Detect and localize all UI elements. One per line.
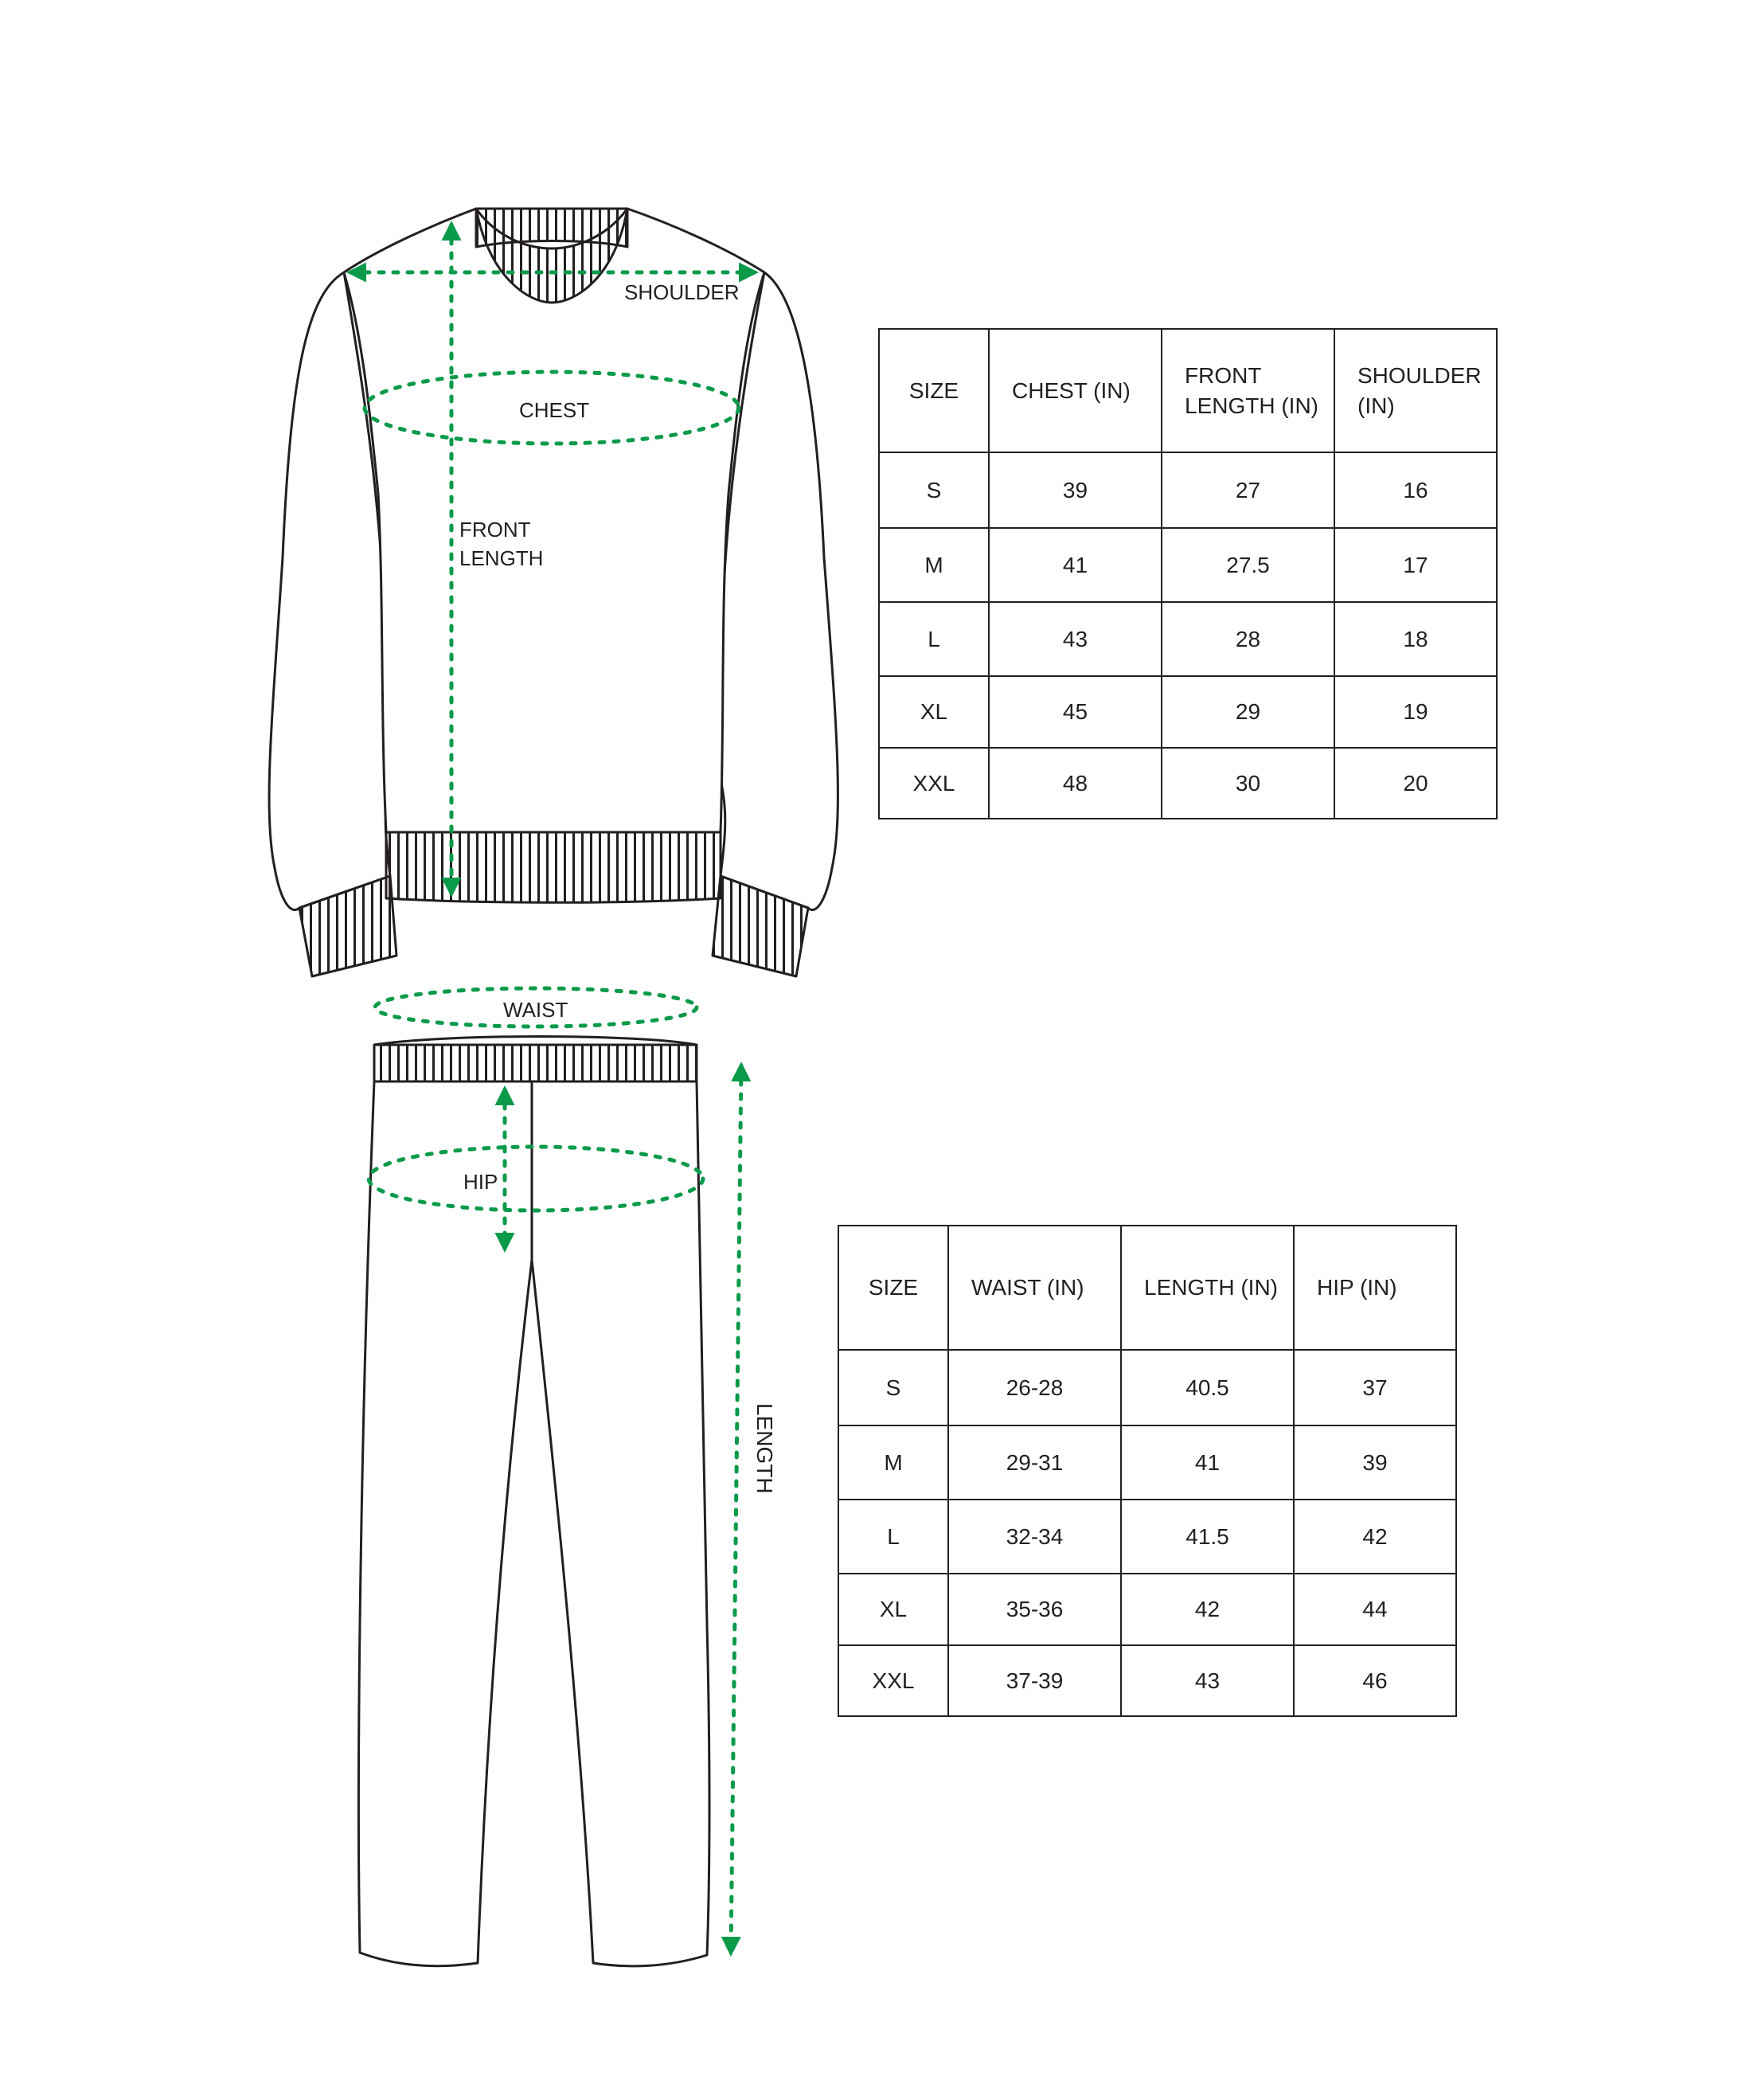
table-cell: 35-36 <box>948 1574 1121 1645</box>
table-cell: 48 <box>989 748 1162 819</box>
front-length-label: FRONT LENGTH <box>459 518 544 570</box>
table-cell: 45 <box>989 676 1162 748</box>
header-cell: HIP (IN) <box>1294 1226 1456 1350</box>
table-cell: 27.5 <box>1162 528 1334 602</box>
table-cell: S <box>879 452 989 528</box>
table-row <box>879 748 1497 819</box>
header-cell: CHEST (IN) <box>989 329 1162 452</box>
table-row <box>838 1574 1456 1645</box>
table-cell: XXL <box>879 748 989 819</box>
table-row <box>838 1425 1456 1500</box>
header-cell: FRONT LENGTH (IN) <box>1162 329 1334 452</box>
header-cell: SIZE <box>879 329 989 452</box>
table-cell: 46 <box>1294 1645 1456 1716</box>
table-cell: 43 <box>989 602 1162 676</box>
table-cell: S <box>838 1350 948 1425</box>
table-cell: 27 <box>1162 452 1334 528</box>
bottom-table-header-row <box>838 1226 1456 1350</box>
table-cell: 16 <box>1334 452 1497 528</box>
table-cell: 42 <box>1294 1500 1456 1574</box>
table-cell: 41 <box>1121 1425 1294 1500</box>
pants-drawing <box>359 1037 710 1966</box>
table-cell: L <box>838 1500 948 1574</box>
chest-label: CHEST <box>519 398 590 422</box>
table-cell: 28 <box>1162 602 1334 676</box>
header-cell: SHOULDER (IN) <box>1334 329 1497 452</box>
table-cell: M <box>838 1425 948 1500</box>
table-cell: 19 <box>1334 676 1497 748</box>
table-cell: 37 <box>1294 1350 1456 1425</box>
table-cell: 42 <box>1121 1574 1294 1645</box>
table-cell: 44 <box>1294 1574 1456 1645</box>
top-table-header-row <box>879 329 1497 452</box>
table-cell: 32-34 <box>948 1500 1121 1574</box>
table-cell: 41.5 <box>1121 1500 1294 1574</box>
table-cell: XXL <box>838 1645 948 1716</box>
table-cell: 41 <box>989 528 1162 602</box>
table-cell: 40.5 <box>1121 1350 1294 1425</box>
table-cell: 37-39 <box>948 1645 1121 1716</box>
table-cell: 39 <box>1294 1425 1456 1500</box>
length-measure <box>731 1066 741 1953</box>
table-cell: XL <box>838 1574 948 1645</box>
waist-label: WAIST <box>503 998 568 1022</box>
table-row <box>879 452 1497 528</box>
table-row <box>879 676 1497 748</box>
hip-label: HIP <box>463 1170 498 1194</box>
table-cell: 18 <box>1334 602 1497 676</box>
shoulder-label: SHOULDER <box>624 280 740 304</box>
top-size-table <box>878 328 1498 819</box>
header-cell: LENGTH (IN) <box>1121 1226 1294 1350</box>
table-cell: 20 <box>1334 748 1497 819</box>
header-cell: SIZE <box>838 1226 948 1350</box>
length-label: LENGTH <box>752 1403 777 1494</box>
table-cell: L <box>879 602 989 676</box>
table-cell: 30 <box>1162 748 1334 819</box>
table-cell: 39 <box>989 452 1162 528</box>
header-cell: WAIST (IN) <box>948 1226 1121 1350</box>
table-row <box>838 1350 1456 1425</box>
table-cell: 26-28 <box>948 1350 1121 1425</box>
table-row <box>879 602 1497 676</box>
table-cell: 29 <box>1162 676 1334 748</box>
table-row <box>879 528 1497 602</box>
table-cell: XL <box>879 676 989 748</box>
table-cell: M <box>879 528 989 602</box>
table-cell: 29-31 <box>948 1425 1121 1500</box>
table-cell: 43 <box>1121 1645 1294 1716</box>
table-cell: 17 <box>1334 528 1497 602</box>
table-row <box>838 1500 1456 1574</box>
sweatshirt-drawing <box>269 209 838 976</box>
bottom-size-table <box>838 1225 1457 1717</box>
table-row <box>838 1645 1456 1716</box>
